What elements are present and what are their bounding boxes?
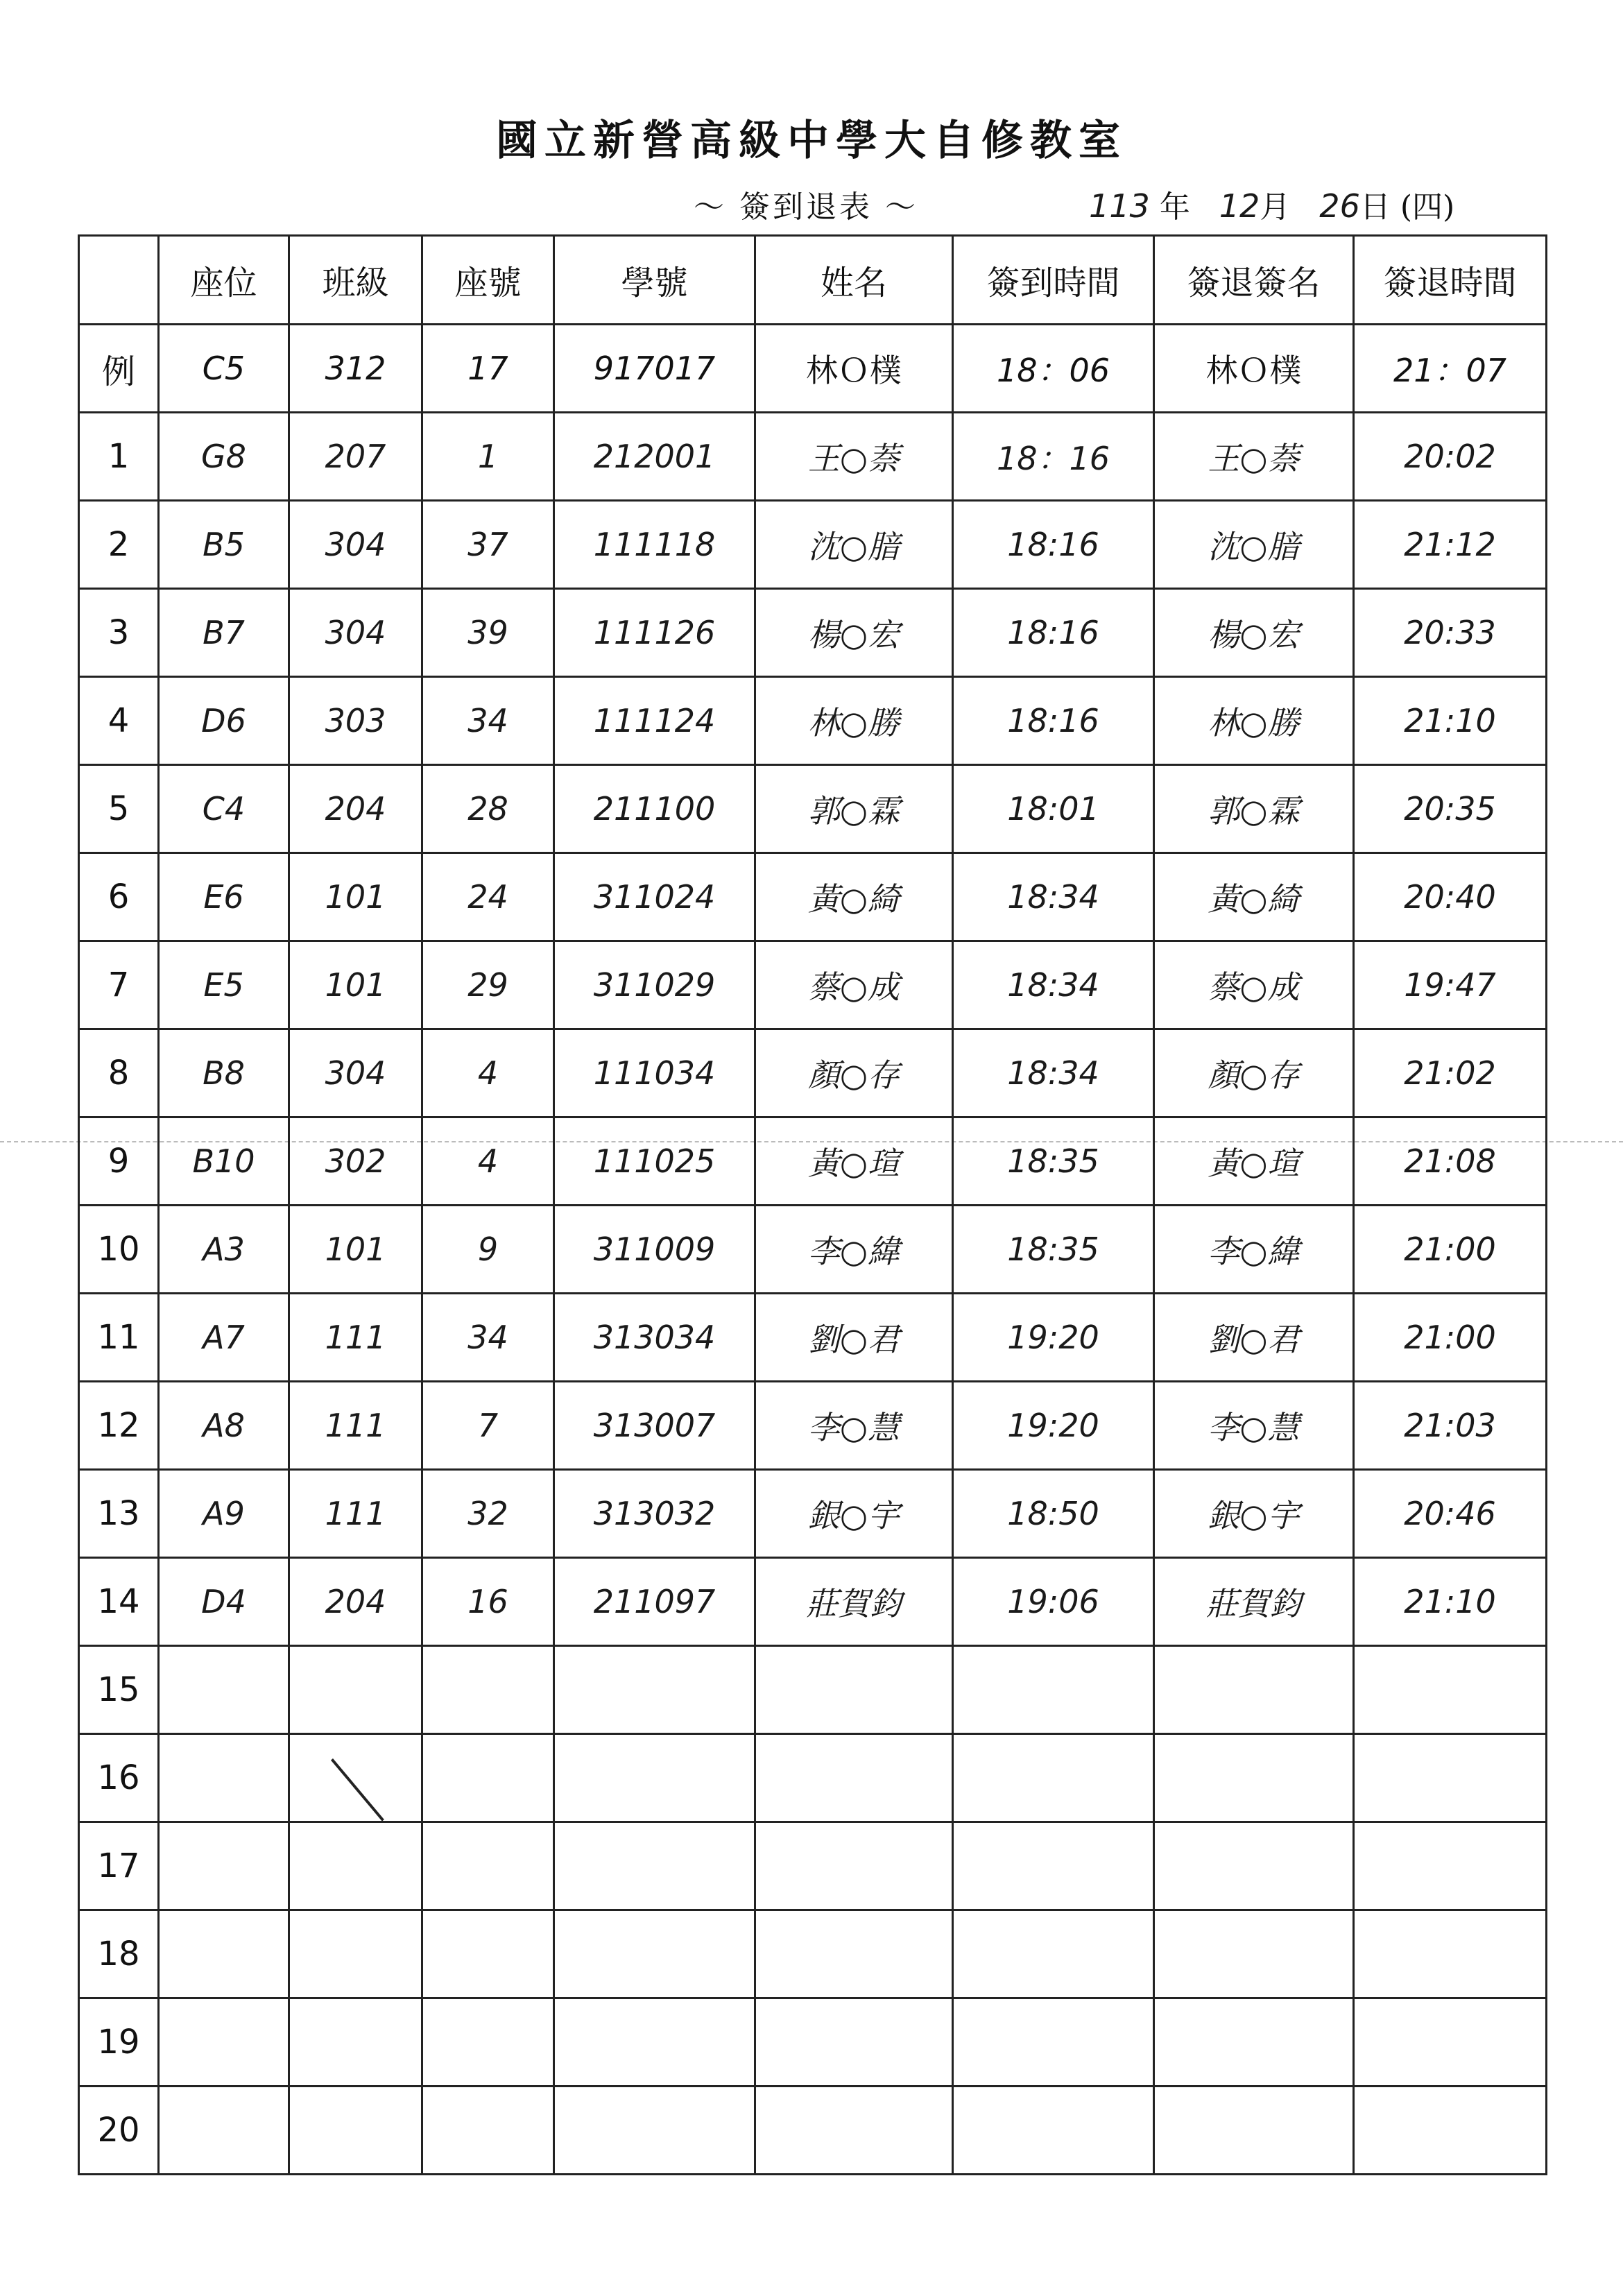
seat-no-cell: 24 (422, 853, 554, 941)
class-cell: 111 (289, 1294, 422, 1382)
table-row (79, 1470, 1547, 1558)
table-row (79, 1734, 1547, 1822)
date-day-unit: 日 (1359, 189, 1391, 225)
student-id-cell: 313007 (554, 1382, 755, 1470)
student-id-cell: 211097 (554, 1558, 755, 1646)
name-cell: 郭○霖 (755, 765, 953, 853)
table-row (79, 853, 1547, 941)
example-signout-name: 林Ｏ樸 (1154, 325, 1354, 413)
sign-in-cell (953, 1910, 1154, 1998)
name-cell (755, 1998, 953, 2087)
seat-cell: B7 (159, 589, 289, 677)
seat-cell: C4 (159, 765, 289, 853)
class-cell: 302 (289, 1117, 422, 1206)
signout-name-cell: 劉○君 (1154, 1294, 1354, 1382)
seat-cell: E6 (159, 853, 289, 941)
student-id-cell: 111025 (554, 1117, 755, 1206)
table-row (79, 1646, 1547, 1734)
col-header-seat-no: 座號 (422, 236, 554, 325)
seat-no-cell: 16 (422, 1558, 554, 1646)
signout-name-cell: 林○勝 (1154, 677, 1354, 765)
row-number: 18 (79, 1910, 159, 1998)
name-cell: 楊○宏 (755, 589, 953, 677)
row-number: 2 (79, 501, 159, 589)
class-cell: 304 (289, 589, 422, 677)
date-year: 113 (1089, 187, 1150, 225)
sign-out-cell (1354, 1998, 1547, 2087)
class-cell: 101 (289, 1206, 422, 1294)
table-row (79, 1029, 1547, 1117)
table-row (79, 1910, 1547, 1998)
name-cell: 李○慧 (755, 1382, 953, 1470)
name-cell: 沈○腤 (755, 501, 953, 589)
table-row (79, 1117, 1547, 1206)
signout-name-cell: 郭○霖 (1154, 765, 1354, 853)
seat-cell (159, 1646, 289, 1734)
student-id-cell: 111124 (554, 677, 755, 765)
col-header-class: 班級 (289, 236, 422, 325)
sign-in-cell: 18:34 (953, 941, 1154, 1029)
seat-no-cell: 37 (422, 501, 554, 589)
sign-in-cell: 18:16 (953, 589, 1154, 677)
col-header-name: 姓名 (755, 236, 953, 325)
student-id-cell (554, 2087, 755, 2175)
seat-cell: A7 (159, 1294, 289, 1382)
example-student-id: 917017 (554, 325, 755, 413)
class-cell (289, 2087, 422, 2175)
table-row (79, 413, 1547, 501)
row-number: 1 (79, 413, 159, 501)
class-cell: 207 (289, 413, 422, 501)
table-row (79, 1206, 1547, 1294)
row-number: 10 (79, 1206, 159, 1294)
signin-table (78, 234, 1547, 2175)
seat-cell (159, 1822, 289, 1910)
class-cell: 101 (289, 941, 422, 1029)
sheet-date (1089, 182, 1454, 226)
name-cell (755, 2087, 953, 2175)
sign-out-cell: 20:02 (1354, 413, 1547, 501)
sign-in-cell (953, 1822, 1154, 1910)
seat-no-cell (422, 2087, 554, 2175)
class-cell: 304 (289, 501, 422, 589)
sign-in-cell: 18:01 (953, 765, 1154, 853)
seat-cell (159, 1998, 289, 2087)
sign-out-cell: 20:33 (1354, 589, 1547, 677)
example-class: 312 (289, 325, 422, 413)
sign-in-cell: 18:16 (953, 677, 1154, 765)
row-number: 5 (79, 765, 159, 853)
seat-cell: D4 (159, 1558, 289, 1646)
signout-name-cell (1154, 1910, 1354, 1998)
sign-in-cell (953, 1646, 1154, 1734)
seat-cell: E5 (159, 941, 289, 1029)
signout-name-cell: 楊○宏 (1154, 589, 1354, 677)
row-number: 6 (79, 853, 159, 941)
signout-name-cell: 莊賀鈞 (1154, 1558, 1354, 1646)
seat-no-cell: 39 (422, 589, 554, 677)
sign-in-cell: 18:34 (953, 853, 1154, 941)
name-cell (755, 1910, 953, 1998)
sign-out-cell (1354, 1910, 1547, 1998)
example-row (79, 325, 1547, 413)
example-seat-no: 17 (422, 325, 554, 413)
row-number: 11 (79, 1294, 159, 1382)
seat-cell: A8 (159, 1382, 289, 1470)
class-cell: 204 (289, 1558, 422, 1646)
date-month-unit: 月 (1260, 189, 1291, 225)
student-id-cell (554, 1734, 755, 1822)
sign-out-cell: 21:00 (1354, 1206, 1547, 1294)
seat-no-cell: 32 (422, 1470, 554, 1558)
seat-no-cell: 29 (422, 941, 554, 1029)
name-cell: 莊賀鈞 (755, 1558, 953, 1646)
col-header-sign-in-time: 簽到時間 (953, 236, 1154, 325)
sign-out-cell: 21:10 (1354, 677, 1547, 765)
name-cell (755, 1646, 953, 1734)
class-cell (289, 1998, 422, 2087)
sign-out-cell (1354, 1734, 1547, 1822)
table-row (79, 1822, 1547, 1910)
class-cell: 111 (289, 1470, 422, 1558)
seat-cell (159, 1734, 289, 1822)
sign-out-cell: 20:35 (1354, 765, 1547, 853)
row-number: 12 (79, 1382, 159, 1470)
sign-out-cell (1354, 1646, 1547, 1734)
seat-no-cell: 4 (422, 1029, 554, 1117)
row-number: 7 (79, 941, 159, 1029)
sign-out-cell: 21:12 (1354, 501, 1547, 589)
row-number: 8 (79, 1029, 159, 1117)
signout-name-cell: 蔡○成 (1154, 941, 1354, 1029)
sign-in-cell: 18:34 (953, 1029, 1154, 1117)
table-row (79, 501, 1547, 589)
student-id-cell: 311029 (554, 941, 755, 1029)
sign-in-cell: 19:20 (953, 1382, 1154, 1470)
row-number: 4 (79, 677, 159, 765)
seat-no-cell (422, 1910, 554, 1998)
seat-no-cell: 4 (422, 1117, 554, 1206)
signout-name-cell: 黃○綺 (1154, 853, 1354, 941)
signout-name-cell (1154, 1734, 1354, 1822)
row-number: 19 (79, 1998, 159, 2087)
seat-cell (159, 2087, 289, 2175)
row-number: 13 (79, 1470, 159, 1558)
name-cell: 銀○宇 (755, 1470, 953, 1558)
student-id-cell: 211100 (554, 765, 755, 853)
student-id-cell (554, 1910, 755, 1998)
col-header-row-number (79, 236, 159, 325)
seat-no-cell: 1 (422, 413, 554, 501)
row-number: 15 (79, 1646, 159, 1734)
sign-out-cell: 21:00 (1354, 1294, 1547, 1382)
sign-in-cell: 18：16 (953, 413, 1154, 501)
row-number: 20 (79, 2087, 159, 2175)
col-header-student-id: 學號 (554, 236, 755, 325)
col-header-sign-out-signature: 簽退簽名 (1154, 236, 1354, 325)
row-number: 16 (79, 1734, 159, 1822)
sign-in-cell: 19:06 (953, 1558, 1154, 1646)
name-cell: 黃○綺 (755, 853, 953, 941)
seat-cell: B10 (159, 1117, 289, 1206)
signout-name-cell (1154, 1998, 1354, 2087)
signout-name-cell: 顏○存 (1154, 1029, 1354, 1117)
sign-out-cell: 21:10 (1354, 1558, 1547, 1646)
student-id-cell (554, 1998, 755, 2087)
student-id-cell: 212001 (554, 413, 755, 501)
signout-name-cell: 王○萘 (1154, 413, 1354, 501)
table-header-row (79, 236, 1547, 325)
seat-no-cell: 34 (422, 677, 554, 765)
signout-name-cell: 銀○宇 (1154, 1470, 1354, 1558)
signout-name-cell (1154, 1646, 1354, 1734)
seat-no-cell (422, 1646, 554, 1734)
name-cell: 劉○君 (755, 1294, 953, 1382)
seat-cell: D6 (159, 677, 289, 765)
class-cell (289, 1822, 422, 1910)
sign-out-cell: 20:46 (1354, 1470, 1547, 1558)
signout-name-cell (1154, 2087, 1354, 2175)
signout-name-cell: 沈○腤 (1154, 501, 1354, 589)
sheet-title: 國立新營高級中學大自修教室 (496, 117, 1127, 165)
table-row (79, 765, 1547, 853)
col-header-sign-out-time: 簽退時間 (1354, 236, 1547, 325)
student-id-cell: 313032 (554, 1470, 755, 1558)
sign-out-cell: 21:02 (1354, 1029, 1547, 1117)
seat-no-cell: 34 (422, 1294, 554, 1382)
sign-in-cell: 18:35 (953, 1206, 1154, 1294)
sign-in-cell: 18:50 (953, 1470, 1154, 1558)
example-sign-in: 18：06 (953, 325, 1154, 413)
date-weekday: (四) (1400, 189, 1455, 225)
table-row (79, 941, 1547, 1029)
class-cell (289, 1910, 422, 1998)
class-cell: 111 (289, 1382, 422, 1470)
sign-out-cell: 19:47 (1354, 941, 1547, 1029)
name-cell (755, 1822, 953, 1910)
table-row (79, 1382, 1547, 1470)
name-cell (755, 1734, 953, 1822)
seat-no-cell: 7 (422, 1382, 554, 1470)
table-row (79, 1998, 1547, 2087)
date-day: 26 (1319, 187, 1360, 225)
seat-cell: B5 (159, 501, 289, 589)
sign-out-cell: 21:08 (1354, 1117, 1547, 1206)
sign-in-cell: 18:16 (953, 501, 1154, 589)
signout-name-cell: 李○慧 (1154, 1382, 1354, 1470)
class-cell: 303 (289, 677, 422, 765)
student-id-cell: 111126 (554, 589, 755, 677)
signout-name-cell (1154, 1822, 1354, 1910)
seat-cell: B8 (159, 1029, 289, 1117)
seat-no-cell: 28 (422, 765, 554, 853)
seat-cell: A9 (159, 1470, 289, 1558)
class-cell (289, 1734, 422, 1822)
sign-in-cell (953, 2087, 1154, 2175)
class-cell: 204 (289, 765, 422, 853)
sign-in-cell: 19:20 (953, 1294, 1154, 1382)
class-cell (289, 1646, 422, 1734)
name-cell: 蔡○成 (755, 941, 953, 1029)
example-name: 林Ｏ樸 (755, 325, 953, 413)
name-cell: 林○勝 (755, 677, 953, 765)
sheet-subtitle: ～ 簽到退表 ～ (694, 189, 918, 225)
name-cell: 王○萘 (755, 413, 953, 501)
class-cell: 304 (289, 1029, 422, 1117)
seat-cell: G8 (159, 413, 289, 501)
seat-no-cell: 9 (422, 1206, 554, 1294)
row-number: 3 (79, 589, 159, 677)
student-id-cell: 313034 (554, 1294, 755, 1382)
student-id-cell (554, 1822, 755, 1910)
sign-out-cell (1354, 1822, 1547, 1910)
name-cell: 黃○瑄 (755, 1117, 953, 1206)
date-month: 12 (1219, 187, 1260, 225)
col-header-seat: 座位 (159, 236, 289, 325)
seat-no-cell (422, 1734, 554, 1822)
signout-name-cell: 黃○瑄 (1154, 1117, 1354, 1206)
signout-name-cell: 李○緯 (1154, 1206, 1354, 1294)
class-cell: 101 (289, 853, 422, 941)
row-number: 9 (79, 1117, 159, 1206)
table-row (79, 1294, 1547, 1382)
example-label: 例 (79, 325, 159, 413)
seat-cell: A3 (159, 1206, 289, 1294)
sign-out-cell: 21:03 (1354, 1382, 1547, 1470)
sign-in-cell (953, 1998, 1154, 2087)
student-id-cell: 111118 (554, 501, 755, 589)
student-id-cell: 311024 (554, 853, 755, 941)
seat-no-cell (422, 1998, 554, 2087)
table-row (79, 589, 1547, 677)
student-id-cell (554, 1646, 755, 1734)
row-number: 17 (79, 1822, 159, 1910)
sign-out-cell: 20:40 (1354, 853, 1547, 941)
sign-out-cell (1354, 2087, 1547, 2175)
student-id-cell: 111034 (554, 1029, 755, 1117)
name-cell: 顏○存 (755, 1029, 953, 1117)
row-number: 14 (79, 1558, 159, 1646)
table-row (79, 1558, 1547, 1646)
table-row (79, 2087, 1547, 2175)
date-year-unit: 年 (1159, 189, 1190, 225)
sign-in-cell: 18:35 (953, 1117, 1154, 1206)
table-row (79, 677, 1547, 765)
student-id-cell: 311009 (554, 1206, 755, 1294)
seat-no-cell (422, 1822, 554, 1910)
name-cell: 李○緯 (755, 1206, 953, 1294)
sign-in-cell (953, 1734, 1154, 1822)
example-sign-out: 21：07 (1354, 325, 1547, 413)
seat-cell (159, 1910, 289, 1998)
example-seat: C5 (159, 325, 289, 413)
